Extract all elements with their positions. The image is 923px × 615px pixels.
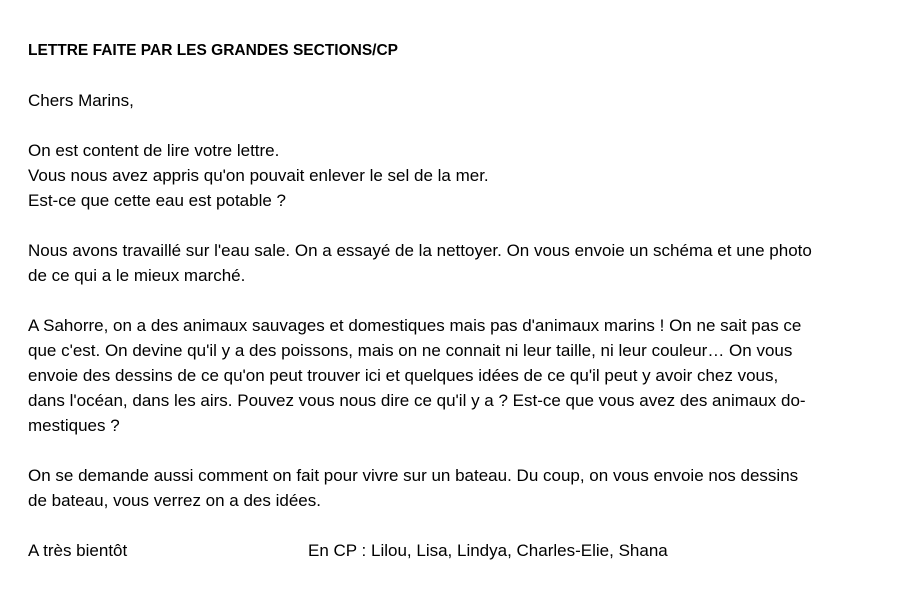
- paragraph-1: [28, 138, 898, 213]
- paragraph-2: [28, 238, 898, 288]
- letter-body: [28, 38, 898, 563]
- greeting: Chers Marins,: [28, 91, 134, 110]
- paragraph-line: On est content de lire votre lettre.: [28, 141, 280, 160]
- paragraph-3: [28, 313, 898, 438]
- spacer: [28, 113, 898, 138]
- spacer: [28, 213, 898, 238]
- paragraph-line: de bateau, vous verrez on a des idées.: [28, 491, 321, 510]
- paragraph-line: dans l'océan, dans les airs. Pouvez vous nous dire ce qu'il y a ? Est-ce que vous avez des animaux do-: [28, 391, 806, 410]
- paragraph-4: [28, 463, 898, 513]
- paragraph-line: Vous nous avez appris qu'on pouvait enlever le sel de la mer.: [28, 166, 489, 185]
- letter-title: LETTRE FAITE PAR LES GRANDES SECTIONS/CP: [28, 42, 399, 59]
- paragraph-line: On se demande aussi comment on fait pour vivre sur un bateau. Du coup, on vous envoie nos dessins: [28, 466, 799, 485]
- paragraph-line: de ce qui a le mieux marché.: [28, 266, 246, 285]
- closing: A très bientôt: [28, 541, 128, 560]
- signature-row: [28, 538, 898, 563]
- paragraph-line: Nous avons travaillé sur l'eau sale. On a essayé de la nettoyer. On vous envoie un schéma et une photo: [28, 241, 812, 260]
- spacer: [28, 513, 898, 538]
- spacer: [28, 438, 898, 463]
- spacer: [28, 288, 898, 313]
- paragraph-line: que c'est. On devine qu'il y a des poissons, mais on ne connait ni leur taille, ni leur couleur… On vous: [28, 341, 793, 360]
- signers: En CP : Lilou, Lisa, Lindya, Charles-Elie, Shana: [308, 541, 668, 560]
- paragraph-line: envoie des dessins de ce qu'on peut trouver ici et quelques idées de ce qu'il peut y avoir chez vous,: [28, 366, 779, 385]
- paragraph-line: Est-ce que cette eau est potable ?: [28, 191, 287, 210]
- paragraph-line: A Sahorre, on a des animaux sauvages et domestiques mais pas d'animaux marins ! On ne sait pas ce: [28, 316, 802, 335]
- spacer: [28, 63, 898, 88]
- paragraph-line: mestiques ?: [28, 416, 120, 435]
